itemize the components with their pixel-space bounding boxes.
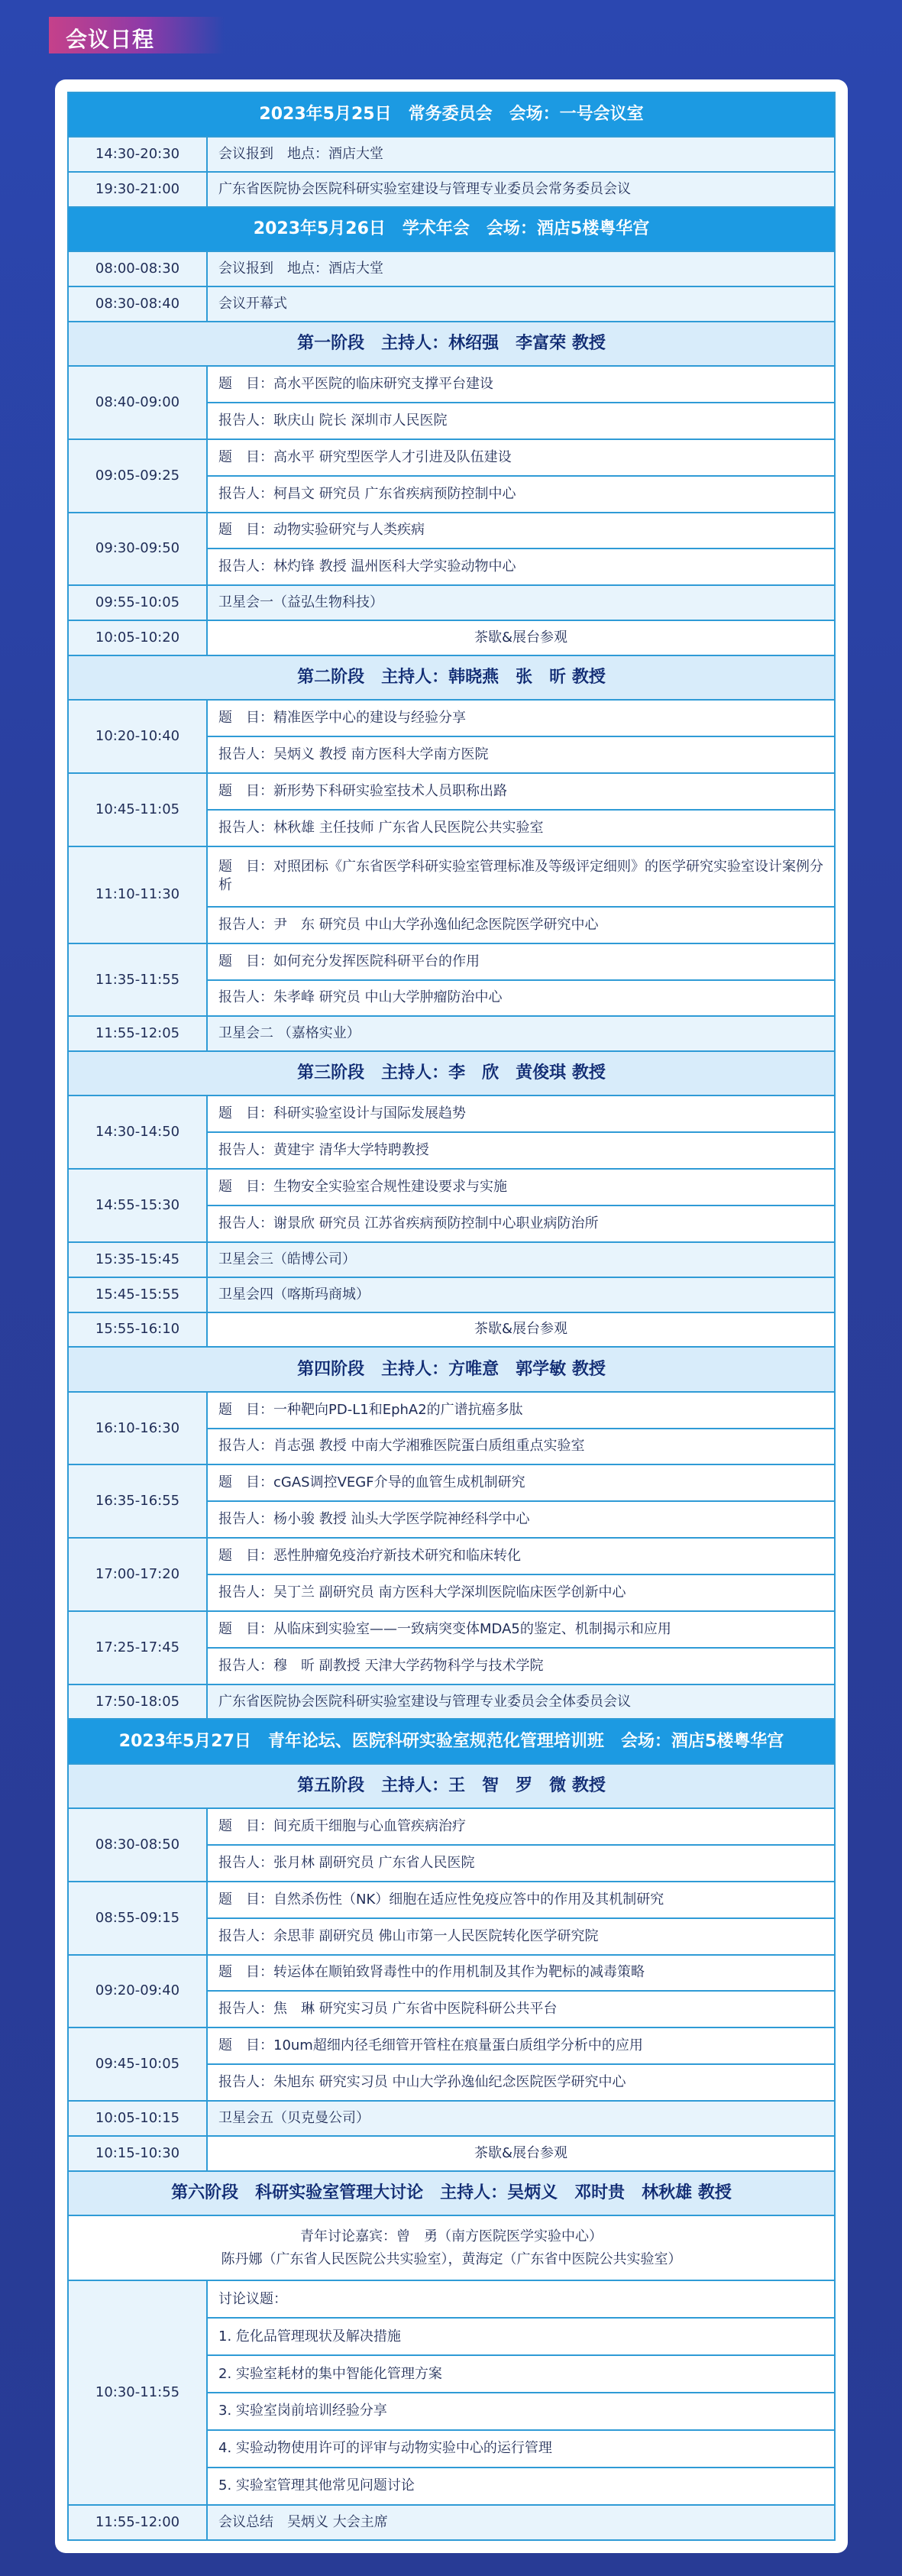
content-cell: 卫星会一（益弘生物科技） (207, 585, 835, 620)
speaker-cell: 报告人：穆 昕 副教授 天津大学药物科学与技术学院 (207, 1648, 835, 1684)
time-cell: 16:35-16:55 (68, 1464, 207, 1538)
time-cell: 10:05-10:15 (68, 2101, 207, 2136)
day1-header: 2023年5月25日 常务委员会 会场：一号会议室 (68, 92, 835, 137)
time-cell: 11:55-12:05 (68, 1016, 207, 1051)
table-row (68, 620, 835, 655)
stage2-title: 第二阶段 主持人：韩晓燕 张 昕 教授 (68, 655, 835, 700)
guests-line-2: 陈丹娜（广东省人民医院公共实验室），黄海定（广东省中医院公共实验室） (221, 2251, 682, 2267)
table-row (68, 700, 835, 736)
table-row (68, 1882, 835, 1918)
guests-cell (68, 2215, 835, 2280)
content-cell: 广东省医院协会医院科研实验室建设与管理专业委员会全体委员会议 (207, 1684, 835, 1720)
table-row (68, 773, 835, 810)
topic-cell: 题 目：一种靶向PD-L1和EphA2的广谱抗癌多肽 (207, 1392, 835, 1429)
stage-header-row (68, 1347, 835, 1391)
speaker-cell: 报告人：耿庆山 院长 深圳市人民医院 (207, 403, 835, 439)
topics-label: 讨论议题： (207, 2280, 835, 2318)
speaker-cell: 报告人：杨小骏 教授 汕头大学医学院神经科学中心 (207, 1501, 835, 1538)
content-cell: 会议开幕式 (207, 286, 835, 322)
guests-line-1: 青年讨论嘉宾：曾 勇（南方医院医学实验中心） (300, 2228, 603, 2244)
time-cell: 19:30-21:00 (68, 172, 207, 207)
topic-cell: 题 目：如何充分发挥医院科研平台的作用 (207, 943, 835, 980)
topic-cell: 题 目：间充质干细胞与心血管疾病治疗 (207, 1808, 835, 1845)
break-cell: 茶歇&展台参观 (207, 2136, 835, 2171)
table-row (68, 1242, 835, 1277)
time-cell: 15:55-16:10 (68, 1312, 207, 1348)
table-row (68, 846, 835, 907)
stage-header-row (68, 322, 835, 366)
topic-cell: 题 目：转运体在顺铂致肾毒性中的作用机制及其作为靶标的减毒策略 (207, 1955, 835, 1992)
table-row (68, 1684, 835, 1720)
time-cell: 17:50-18:05 (68, 1684, 207, 1720)
time-cell: 16:10-16:30 (68, 1392, 207, 1465)
topic-cell: 题 目：从临床到实验室——一致病突变体MDA5的鉴定、机制揭示和应用 (207, 1611, 835, 1648)
speaker-cell: 报告人：黄建宇 清华大学特聘教授 (207, 1132, 835, 1169)
time-cell: 09:05-09:25 (68, 439, 207, 513)
table-row (68, 251, 835, 286)
table-row (68, 2101, 835, 2136)
table-row (68, 1277, 835, 1312)
topic-cell: 题 目：恶性肿瘤免疫治疗新技术研究和临床转化 (207, 1538, 835, 1574)
speaker-cell: 报告人：林秋雄 主任技师 广东省人民医院公共实验室 (207, 810, 835, 846)
speaker-cell: 报告人：余思菲 副研究员 佛山市第一人民医院转化医学研究院 (207, 1918, 835, 1955)
topic-cell: 题 目：高水平医院的临床研究支撑平台建设 (207, 366, 835, 403)
schedule-table (67, 92, 836, 2541)
time-cell: 10:15-10:30 (68, 2136, 207, 2171)
table-row (68, 1169, 835, 1205)
table-row (68, 2136, 835, 2171)
table-row (68, 1312, 835, 1348)
table-row (68, 172, 835, 207)
day-header-row (68, 207, 835, 251)
time-cell: 15:45-15:55 (68, 1277, 207, 1312)
day-header-row (68, 92, 835, 137)
table-row (68, 2280, 835, 2318)
time-cell: 10:45-11:05 (68, 773, 207, 846)
topic-cell: 题 目：新形势下科研实验室技术人员职称出路 (207, 773, 835, 810)
topic-cell: 题 目：cGAS调控VEGF介导的血管生成机制研究 (207, 1464, 835, 1501)
time-cell: 10:20-10:40 (68, 700, 207, 773)
topic-cell: 题 目：科研实验室设计与国际发展趋势 (207, 1095, 835, 1132)
time-cell: 08:40-09:00 (68, 366, 207, 439)
time-cell: 14:30-20:30 (68, 137, 207, 172)
table-row (68, 366, 835, 403)
stage-header-row (68, 655, 835, 700)
time-cell: 11:10-11:30 (68, 846, 207, 943)
table-row (68, 2505, 835, 2540)
discussion-topic: 1. 危化品管理现状及解决措施 (207, 2318, 835, 2355)
stage1-title: 第一阶段 主持人：林绍强 李富荣 教授 (68, 322, 835, 366)
time-cell: 09:20-09:40 (68, 1955, 207, 2028)
content-cell: 会议报到 地点：酒店大堂 (207, 251, 835, 286)
time-cell: 08:30-08:40 (68, 286, 207, 322)
table-row (68, 2027, 835, 2064)
speaker-cell: 报告人：林灼锋 教授 温州医科大学实验动物中心 (207, 549, 835, 585)
content-cell: 会议报到 地点：酒店大堂 (207, 137, 835, 172)
stage4-title: 第四阶段 主持人：方唯意 郭学敏 教授 (68, 1347, 835, 1391)
table-row (68, 943, 835, 980)
topic-cell: 题 目：10um超细内径毛细管开管柱在痕量蛋白质组学分析中的应用 (207, 2027, 835, 2064)
time-cell: 15:35-15:45 (68, 1242, 207, 1277)
content-cell: 会议总结 吴炳义 大会主席 (207, 2505, 835, 2540)
break-cell: 茶歇&展台参观 (207, 620, 835, 655)
discussion-topic: 4. 实验动物使用许可的评审与动物实验中心的运行管理 (207, 2430, 835, 2468)
speaker-cell: 报告人：张月林 副研究员 广东省人民医院 (207, 1845, 835, 1882)
stage3-title: 第三阶段 主持人：李 欣 黄俊琪 教授 (68, 1051, 835, 1095)
table-row (68, 1611, 835, 1648)
speaker-cell: 报告人：吴炳义 教授 南方医科大学南方医院 (207, 736, 835, 773)
section-header (49, 17, 225, 53)
table-row (68, 1016, 835, 1051)
table-row (68, 1538, 835, 1574)
speaker-cell: 报告人：吴丁兰 副研究员 南方医科大学深圳医院临床医学创新中心 (207, 1574, 835, 1611)
table-row (68, 1955, 835, 1992)
speaker-cell: 报告人：柯昌文 研究员 广东省疾病预防控制中心 (207, 476, 835, 513)
topic-cell: 题 目：精准医学中心的建设与经验分享 (207, 700, 835, 736)
stage-header-row (68, 2171, 835, 2215)
guests-row (68, 2215, 835, 2280)
speaker-cell: 报告人：朱孝峰 研究员 中山大学肿瘤防治中心 (207, 980, 835, 1017)
day-header-row (68, 1719, 835, 1763)
stage-header-row (68, 1051, 835, 1095)
topic-cell: 题 目：高水平 研究型医学人才引进及队伍建设 (207, 439, 835, 476)
discussion-topic: 2. 实验室耗材的集中智能化管理方案 (207, 2355, 835, 2393)
stage-header-row (68, 1764, 835, 1808)
speaker-cell: 报告人：焦 琳 研究实习员 广东省中医院科研公共平台 (207, 1991, 835, 2027)
time-cell: 14:55-15:30 (68, 1169, 207, 1242)
break-cell: 茶歇&展台参观 (207, 1312, 835, 1348)
speaker-cell: 报告人：朱旭东 研究实习员 中山大学孙逸仙纪念医院医学研究中心 (207, 2064, 835, 2101)
table-row (68, 1464, 835, 1501)
time-cell: 11:55-12:00 (68, 2505, 207, 2540)
discussion-topic: 3. 实验室岗前培训经验分享 (207, 2393, 835, 2430)
time-cell: 08:30-08:50 (68, 1808, 207, 1882)
time-cell: 09:30-09:50 (68, 513, 207, 586)
section-title: 会议日程 (66, 27, 155, 52)
table-row (68, 513, 835, 549)
time-cell: 17:00-17:20 (68, 1538, 207, 1611)
time-cell: 09:45-10:05 (68, 2027, 207, 2101)
table-row (68, 286, 835, 322)
time-cell: 14:30-14:50 (68, 1095, 207, 1169)
speaker-cell: 报告人：肖志强 教授 中南大学湘雅医院蛋白质组重点实验室 (207, 1429, 835, 1465)
speaker-cell: 报告人：谢景欣 研究员 江苏省疾病预防控制中心职业病防治所 (207, 1205, 835, 1242)
day3-header: 2023年5月27日 青年论坛、医院科研实验室规范化管理培训班 会场：酒店5楼粤华宫 (68, 1719, 835, 1763)
day2-header: 2023年5月26日 学术年会 会场：酒店5楼粤华宫 (68, 207, 835, 251)
topic-cell: 题 目：对照团标《广东省医学科研实验室管理标准及等级评定细则》的医学研究实验室设计案例分析 (207, 846, 835, 907)
topic-cell: 题 目：自然杀伤性（NK）细胞在适应性免疫应答中的作用及其机制研究 (207, 1882, 835, 1918)
content-cell: 卫星会二 （嘉格实业） (207, 1016, 835, 1051)
time-cell: 10:05-10:20 (68, 620, 207, 655)
content-cell: 卫星会五（贝克曼公司） (207, 2101, 835, 2136)
time-cell: 10:30-11:55 (68, 2280, 207, 2505)
time-cell: 08:00-08:30 (68, 251, 207, 286)
time-cell: 09:55-10:05 (68, 585, 207, 620)
stage5-title: 第五阶段 主持人：王 智 罗 微 教授 (68, 1764, 835, 1808)
time-cell: 11:35-11:55 (68, 943, 207, 1017)
table-row (68, 585, 835, 620)
content-cell: 广东省医院协会医院科研实验室建设与管理专业委员会常务委员会议 (207, 172, 835, 207)
topic-cell: 题 目：动物实验研究与人类疾病 (207, 513, 835, 549)
table-row (68, 137, 835, 172)
discussion-topic: 5. 实验室管理其他常见问题讨论 (207, 2468, 835, 2505)
table-row (68, 439, 835, 476)
time-cell: 17:25-17:45 (68, 1611, 207, 1684)
topic-cell: 题 目：生物安全实验室合规性建设要求与实施 (207, 1169, 835, 1205)
content-cell: 卫星会四（喀斯玛商城） (207, 1277, 835, 1312)
table-row (68, 1808, 835, 1845)
time-cell: 08:55-09:15 (68, 1882, 207, 1955)
speaker-cell: 报告人：尹 东 研究员 中山大学孙逸仙纪念医院医学研究中心 (207, 907, 835, 943)
table-row (68, 1095, 835, 1132)
stage6-title: 第六阶段 科研实验室管理大讨论 主持人：吴炳义 邓时贵 林秋雄 教授 (68, 2171, 835, 2215)
table-row (68, 1392, 835, 1429)
content-cell: 卫星会三（皓博公司） (207, 1242, 835, 1277)
